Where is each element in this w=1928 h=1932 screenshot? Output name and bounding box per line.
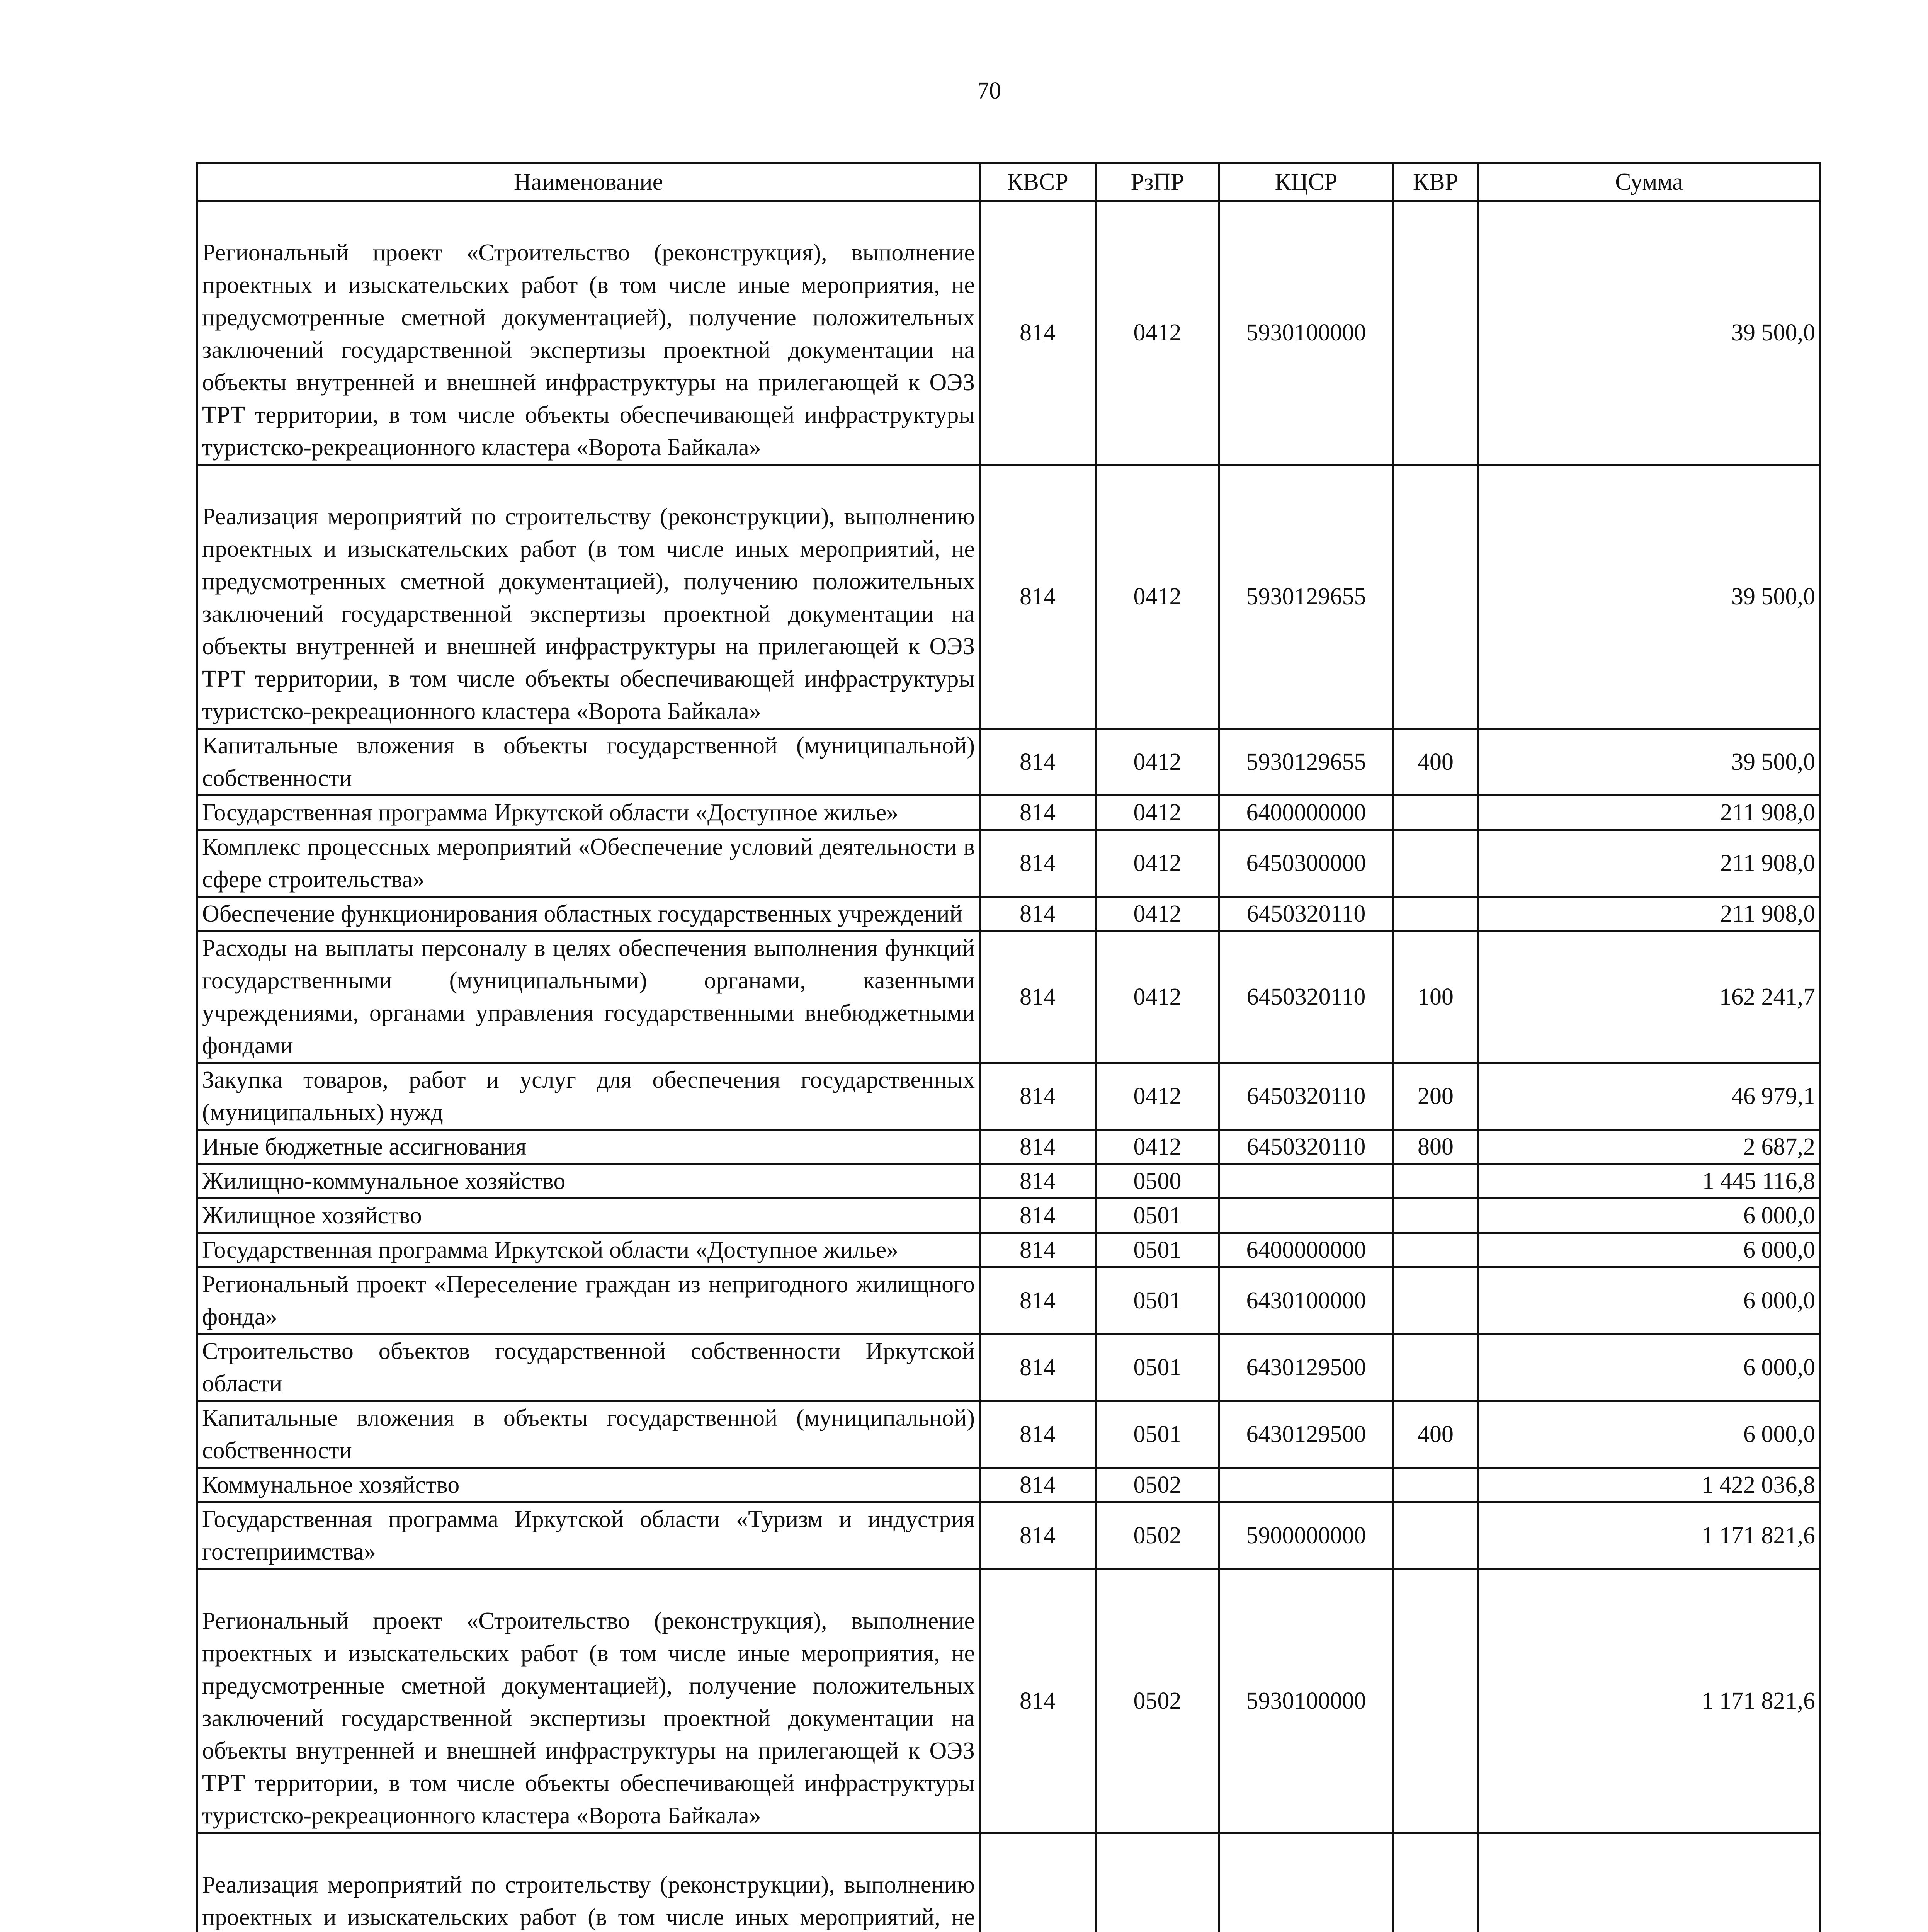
cell-kcsr: 6450320110 bbox=[1219, 1063, 1393, 1130]
cell-kvr bbox=[1393, 897, 1478, 931]
cell-kvsr: 814 bbox=[980, 201, 1096, 465]
header-kvsr: КВСР bbox=[980, 163, 1096, 201]
cell-sum bbox=[1478, 1833, 1820, 1932]
cell-kcsr: 6430129500 bbox=[1219, 1334, 1393, 1401]
table-row bbox=[197, 1063, 1820, 1130]
cell-kcsr: 5930100000 bbox=[1219, 1569, 1393, 1833]
cell-kvr: 100 bbox=[1393, 931, 1478, 1063]
page-number: 70 bbox=[977, 78, 1001, 104]
cell-kvr bbox=[1393, 465, 1478, 729]
header-rzpr: РзПР bbox=[1096, 163, 1219, 201]
cell-sum: 1 422 036,8 bbox=[1478, 1468, 1820, 1502]
cell-kvr: 400 bbox=[1393, 1401, 1478, 1468]
table-row bbox=[197, 1401, 1820, 1468]
cell-name: Обеспечение функционирования областных государственных учреждений bbox=[197, 897, 980, 931]
cell-rzpr: 0412 bbox=[1096, 465, 1219, 729]
cell-rzpr: 0501 bbox=[1096, 1401, 1219, 1468]
cell-name: Строительство объектов государственной собственности Иркутской области bbox=[197, 1334, 980, 1401]
cell-name: Капитальные вложения в объекты государственной (муниципальной) собственности bbox=[197, 729, 980, 796]
cell-kvr: 800 bbox=[1393, 1130, 1478, 1164]
table-row bbox=[197, 1164, 1820, 1199]
cell-name: Государственная программа Иркутской области «Доступное жилье» bbox=[197, 1233, 980, 1267]
cell-rzpr: 0412 bbox=[1096, 897, 1219, 931]
cell-sum: 39 500,0 bbox=[1478, 465, 1820, 729]
cell-kcsr bbox=[1219, 1164, 1393, 1199]
cell-kvr: 200 bbox=[1393, 1063, 1478, 1130]
cell-rzpr: 0501 bbox=[1096, 1267, 1219, 1334]
cell-kvsr: 814 bbox=[980, 1164, 1096, 1199]
table-row bbox=[197, 1267, 1820, 1334]
cell-kcsr: 6400000000 bbox=[1219, 1233, 1393, 1267]
cell-kvr bbox=[1393, 796, 1478, 830]
table-row bbox=[197, 465, 1820, 729]
cell-kcsr: 6430100000 bbox=[1219, 1267, 1393, 1334]
table-row bbox=[197, 1569, 1820, 1833]
cell-rzpr: 0500 bbox=[1096, 1164, 1219, 1199]
cell-rzpr: 0412 bbox=[1096, 1130, 1219, 1164]
cell-sum: 46 979,1 bbox=[1478, 1063, 1820, 1130]
cell-kcsr: 6400000000 bbox=[1219, 796, 1393, 830]
cell-kvsr: 814 bbox=[980, 1569, 1096, 1833]
table-row bbox=[197, 830, 1820, 897]
cell-sum: 6 000,0 bbox=[1478, 1401, 1820, 1468]
cell-name: Реализация мероприятий по строительству (реконструкции), выполнению проектных и изыскательских работ (в том числе иных мероприятий, не bbox=[197, 1833, 980, 1932]
cell-sum: 162 241,7 bbox=[1478, 931, 1820, 1063]
cell-rzpr bbox=[1096, 1833, 1219, 1932]
cell-sum: 6 000,0 bbox=[1478, 1233, 1820, 1267]
cell-sum: 1 171 821,6 bbox=[1478, 1569, 1820, 1833]
cell-kcsr bbox=[1219, 1468, 1393, 1502]
cell-name: Коммунальное хозяйство bbox=[197, 1468, 980, 1502]
cell-kcsr: 6450320110 bbox=[1219, 931, 1393, 1063]
cell-kcsr: 5930129655 bbox=[1219, 465, 1393, 729]
cell-name: Государственная программа Иркутской области «Доступное жилье» bbox=[197, 796, 980, 830]
cell-rzpr: 0412 bbox=[1096, 830, 1219, 897]
header-kcsr: КЦСР bbox=[1219, 163, 1393, 201]
cell-kvsr: 814 bbox=[980, 1502, 1096, 1569]
cell-name: Региональный проект «Строительство (реконструкция), выполнение проектных и изыскательских работ (в том числе иные мероприятия, не предусмотренные сметной документацией), получение положительных заключений государственной экспертизы проектной документации на объекты внутренней и внешней инфраструктуры на прилегающей к ОЭЗ ТРТ территории, в том числе объекты обеспечивающей инфраструктуры туристско-рекреационного кластера «Ворота Байкала» bbox=[197, 201, 980, 465]
header-kvr: КВР bbox=[1393, 163, 1478, 201]
cell-kvr bbox=[1393, 1199, 1478, 1233]
cell-rzpr: 0412 bbox=[1096, 796, 1219, 830]
cell-kvr bbox=[1393, 1502, 1478, 1569]
cell-kvsr: 814 bbox=[980, 729, 1096, 796]
cell-kcsr: 6430129500 bbox=[1219, 1401, 1393, 1468]
cell-kvsr: 814 bbox=[980, 830, 1096, 897]
cell-kvsr: 814 bbox=[980, 1267, 1096, 1334]
cell-name: Региональный проект «Строительство (реконструкция), выполнение проектных и изыскательских работ (в том числе иные мероприятия, не предусмотренные сметной документацией), получение положительных заключений государственной экспертизы проектной документации на объекты внутренней и внешней инфраструктуры на прилегающей к ОЭЗ ТРТ территории, в том числе объекты обеспечивающей инфраструктуры туристско-рекреационного кластера «Ворота Байкала» bbox=[197, 1569, 980, 1833]
cell-kvr bbox=[1393, 201, 1478, 465]
cell-kvr bbox=[1393, 1164, 1478, 1199]
budget-table bbox=[196, 162, 1821, 1932]
table-header-row bbox=[197, 163, 1820, 201]
cell-name: Расходы на выплаты персоналу в целях обеспечения выполнения функций государственными (муниципальными) органами, казенными учреждениями, органами управления государственными внебюджетными фондами bbox=[197, 931, 980, 1063]
cell-kvsr: 814 bbox=[980, 796, 1096, 830]
cell-sum: 6 000,0 bbox=[1478, 1267, 1820, 1334]
cell-name: Капитальные вложения в объекты государственной (муниципальной) собственности bbox=[197, 1401, 980, 1468]
cell-rzpr: 0501 bbox=[1096, 1334, 1219, 1401]
cell-kvr bbox=[1393, 1833, 1478, 1932]
cell-kvsr: 814 bbox=[980, 465, 1096, 729]
cell-rzpr: 0412 bbox=[1096, 931, 1219, 1063]
cell-kcsr bbox=[1219, 1199, 1393, 1233]
cell-rzpr: 0502 bbox=[1096, 1468, 1219, 1502]
cell-name: Закупка товаров, работ и услуг для обеспечения государственных (муниципальных) нужд bbox=[197, 1063, 980, 1130]
cell-kvsr bbox=[980, 1833, 1096, 1932]
table-row bbox=[197, 1334, 1820, 1401]
cell-sum: 1 171 821,6 bbox=[1478, 1502, 1820, 1569]
cell-kvsr: 814 bbox=[980, 897, 1096, 931]
table-row bbox=[197, 729, 1820, 796]
table-row bbox=[197, 1468, 1820, 1502]
cell-name: Государственная программа Иркутской области «Туризм и индустрия гостеприимства» bbox=[197, 1502, 980, 1569]
cell-sum: 39 500,0 bbox=[1478, 729, 1820, 796]
table-row bbox=[197, 1233, 1820, 1267]
cell-kvsr: 814 bbox=[980, 1334, 1096, 1401]
cell-kvr bbox=[1393, 1569, 1478, 1833]
cell-name: Иные бюджетные ассигнования bbox=[197, 1130, 980, 1164]
cell-kvsr: 814 bbox=[980, 1063, 1096, 1130]
cell-kcsr: 5930129655 bbox=[1219, 729, 1393, 796]
cell-rzpr: 0412 bbox=[1096, 1063, 1219, 1130]
cell-sum: 211 908,0 bbox=[1478, 897, 1820, 931]
table-row bbox=[197, 1199, 1820, 1233]
cell-kvsr: 814 bbox=[980, 1233, 1096, 1267]
cell-sum: 6 000,0 bbox=[1478, 1199, 1820, 1233]
cell-kvr bbox=[1393, 1334, 1478, 1401]
cell-kcsr: 6450320110 bbox=[1219, 897, 1393, 931]
cell-kvr bbox=[1393, 1233, 1478, 1267]
cell-name: Реализация мероприятий по строительству (реконструкции), выполнению проектных и изыскательских работ (в том числе иных мероприятий, не предусмотренных сметной документацией), получению положительных заключений государственной экспертизы проектной документации на объекты внутренней и внешней инфраструктуры на прилегающей к ОЭЗ ТРТ территории, в том числе объекты обеспечивающей инфраструктуры туристско-рекреационного кластера «Ворота Байкала» bbox=[197, 465, 980, 729]
cell-kcsr: 6450300000 bbox=[1219, 830, 1393, 897]
cell-kvsr: 814 bbox=[980, 931, 1096, 1063]
cell-kvsr: 814 bbox=[980, 1401, 1096, 1468]
cell-name: Жилищное хозяйство bbox=[197, 1199, 980, 1233]
cell-kvr bbox=[1393, 830, 1478, 897]
cell-kcsr: 5930100000 bbox=[1219, 201, 1393, 465]
cell-sum: 6 000,0 bbox=[1478, 1334, 1820, 1401]
cell-kcsr: 6450320110 bbox=[1219, 1130, 1393, 1164]
cell-kvr bbox=[1393, 1267, 1478, 1334]
cell-kvr: 400 bbox=[1393, 729, 1478, 796]
header-name: Наименование bbox=[197, 163, 980, 201]
cell-sum: 39 500,0 bbox=[1478, 201, 1820, 465]
table-row bbox=[197, 897, 1820, 931]
cell-sum: 211 908,0 bbox=[1478, 830, 1820, 897]
cell-kvsr: 814 bbox=[980, 1199, 1096, 1233]
cell-kvr bbox=[1393, 1468, 1478, 1502]
cell-kvsr: 814 bbox=[980, 1468, 1096, 1502]
cell-rzpr: 0502 bbox=[1096, 1569, 1219, 1833]
cell-name: Жилищно-коммунальное хозяйство bbox=[197, 1164, 980, 1199]
table-row bbox=[197, 1833, 1820, 1932]
cell-name: Региональный проект «Переселение граждан из непригодного жилищного фонда» bbox=[197, 1267, 980, 1334]
cell-rzpr: 0412 bbox=[1096, 729, 1219, 796]
cell-rzpr: 0501 bbox=[1096, 1233, 1219, 1267]
table-row bbox=[197, 1130, 1820, 1164]
cell-kcsr: 5900000000 bbox=[1219, 1502, 1393, 1569]
cell-sum: 2 687,2 bbox=[1478, 1130, 1820, 1164]
table-row bbox=[197, 796, 1820, 830]
table-row bbox=[197, 931, 1820, 1063]
header-sum: Сумма bbox=[1478, 163, 1820, 201]
cell-rzpr: 0412 bbox=[1096, 201, 1219, 465]
cell-rzpr: 0502 bbox=[1096, 1502, 1219, 1569]
table-row bbox=[197, 201, 1820, 465]
table-row bbox=[197, 1502, 1820, 1569]
cell-sum: 1 445 116,8 bbox=[1478, 1164, 1820, 1199]
cell-sum: 211 908,0 bbox=[1478, 796, 1820, 830]
cell-kvsr: 814 bbox=[980, 1130, 1096, 1164]
cell-name: Комплекс процессных мероприятий «Обеспечение условий деятельности в сфере строительства» bbox=[197, 830, 980, 897]
cell-kcsr bbox=[1219, 1833, 1393, 1932]
cell-rzpr: 0501 bbox=[1096, 1199, 1219, 1233]
